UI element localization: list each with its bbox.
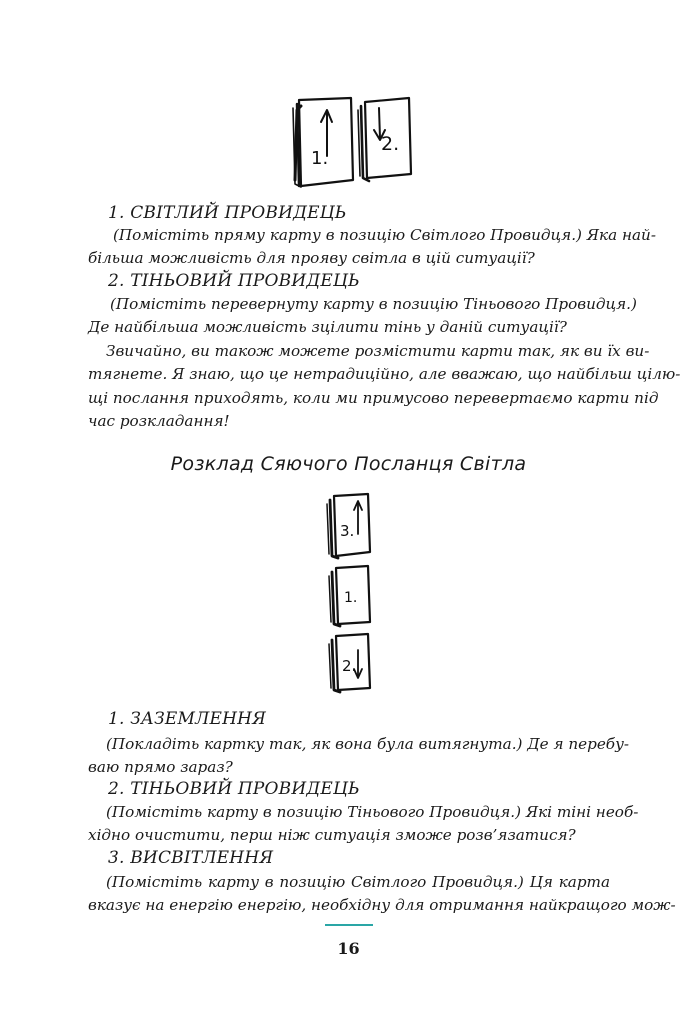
paragraph-shadow-seer-2 xyxy=(88,801,639,848)
paragraph-grounding xyxy=(88,733,630,780)
paragraph-note xyxy=(88,340,681,433)
paragraph-line: вказує на енергію енергію, необхідну для отримання найкращого мож- xyxy=(88,896,676,915)
paragraph-line: (Помістіть карту в позицію Тіньового Провидця.) Які тіні необ- xyxy=(106,803,639,821)
heading-light-seer: 1. СВІТЛИЙ ПРОВИДЕЦЬ xyxy=(108,203,347,223)
paragraph-line: Звичайно, ви також можете розмістити карти так, як ви їх ви- xyxy=(106,342,650,360)
paragraph-line: (Помістіть перевернуту карту в позицію Тіньового Провидця.) xyxy=(110,295,637,313)
paragraph-illumination xyxy=(88,871,676,918)
diagram2-card3-label: 3. xyxy=(340,522,355,540)
three-card-spread-diagram xyxy=(320,490,380,695)
heading-grounding: 1. ЗАЗЕМЛЕННЯ xyxy=(108,709,267,729)
diagram1-card2-label: 2. xyxy=(381,133,400,155)
page-number-rule xyxy=(325,924,373,926)
paragraph-line: (Помістіть пряму карту в позицію Світлого Провидця.) Яка най- xyxy=(113,226,656,244)
paragraph-light-seer xyxy=(88,224,656,271)
page-number: 16 xyxy=(337,939,360,958)
paragraph-shadow-seer xyxy=(88,293,637,340)
diagram1-card1-label: 1. xyxy=(311,148,329,169)
diagram2-card1-label: 1. xyxy=(344,590,358,606)
paragraph-line: час розкладання! xyxy=(88,411,230,430)
paragraph-line: (Помістіть карту в позицію Світлого Провидця.) Ця карта xyxy=(106,873,610,891)
paragraph-line: хідно очистити, перш ніж ситуація зможе розв’язатися? xyxy=(88,826,576,845)
diagram2-card2-label: 2. xyxy=(342,657,357,675)
paragraph-line: щі послання приходять, коли ми примусово перевертаємо карти під xyxy=(88,388,659,407)
paragraph-line: ваю прямо зараз? xyxy=(88,758,233,777)
two-card-spread-diagram xyxy=(285,92,415,192)
paragraph-line: більша можливість для прояву світла в цій ситуації? xyxy=(88,249,535,268)
heading-illumination: 3. ВИСВІТЛЕННЯ xyxy=(108,848,274,868)
heading-shadow-seer: 2. ТІНЬОВИЙ ПРОВИДЕЦЬ xyxy=(108,271,360,291)
section-title: Розклад Сяючого Посланця Світла xyxy=(170,453,527,475)
paragraph-line: (Покладіть картку так, як вона була витягнута.) Де я перебу- xyxy=(106,735,630,753)
paragraph-line: Де найбільша можливість зцілити тінь у даній ситуації? xyxy=(88,318,567,337)
paragraph-line: тягнете. Я знаю, що це нетрадиційно, але вважаю, що найбільш цілю- xyxy=(88,365,681,384)
heading-shadow-seer-2: 2. ТІНЬОВИЙ ПРОВИДЕЦЬ xyxy=(108,779,360,799)
